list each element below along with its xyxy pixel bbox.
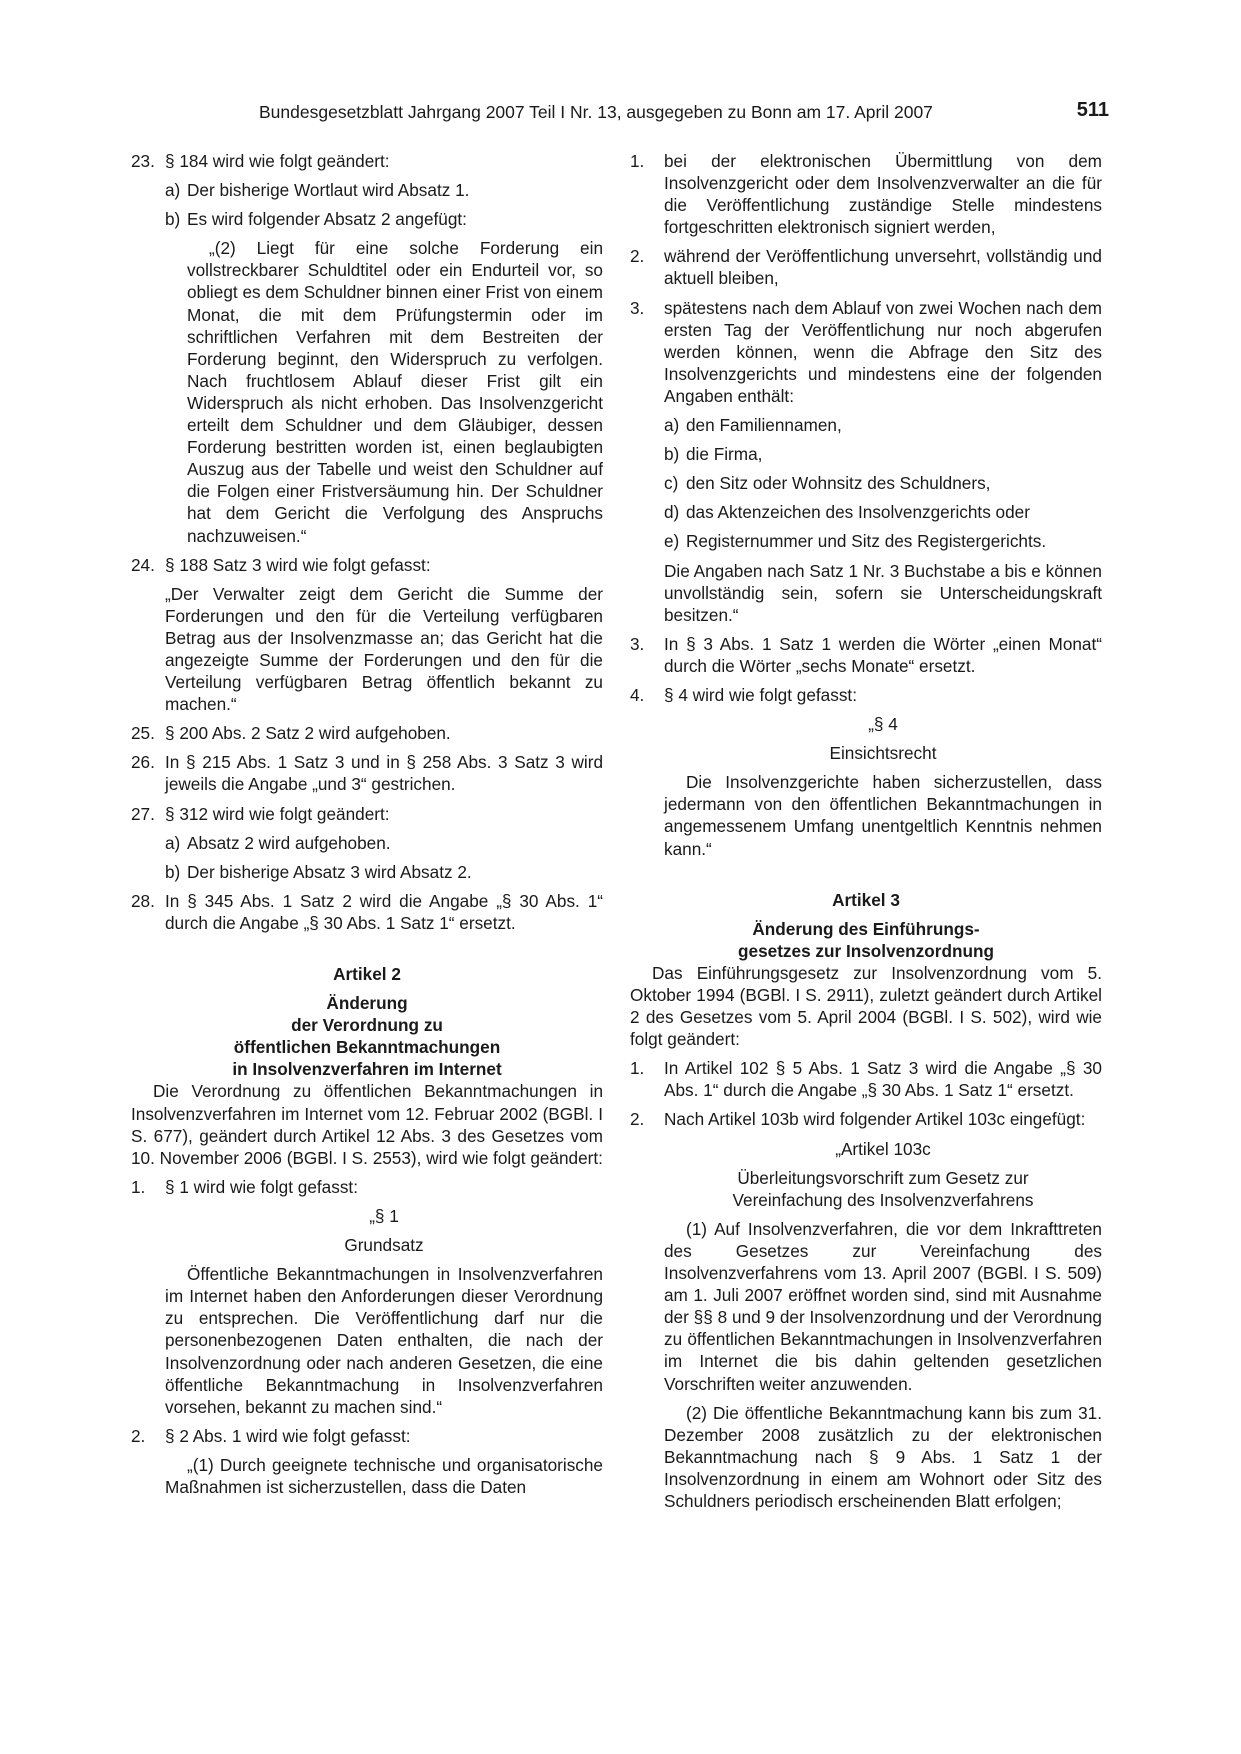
item-number: 26. (131, 752, 155, 773)
item-text: § 200 Abs. 2 Satz 2 wird aufgehoben. (165, 723, 451, 744)
art2-item-2 (131, 1425, 603, 1447)
section-title: Grundsatz (344, 1235, 424, 1256)
sub-item-d (664, 501, 1102, 523)
section-title: Einsichtsrecht (829, 743, 937, 764)
section-text: Öffentliche Bekanntmachungen in Insolvenzverfahren im Internet haben den Anforderungen dieser Verordnung zu entsprechen. Die Veröffentlichung darf nur die personenbezogenen Daten enthalten, die nach der Insolvenzordnung oder nach anderen Gesetzen, die eine öffentliche Bekanntmachung in Insolvenzverfahren vorsehen, bekannt zu machen sind.“ (165, 1264, 603, 1417)
title-line: Vereinfachung des Insolvenzverfahrens (732, 1189, 1034, 1210)
sub-letter: b) (165, 209, 181, 230)
section-title (664, 1167, 1102, 1211)
item-text: § 2 Abs. 1 wird wie folgt gefasst: (165, 1425, 411, 1446)
section-heading: „Artikel 103c (835, 1138, 931, 1159)
sub-text: Registernummer und Sitz des Registergerichts. (686, 531, 1047, 552)
sub-text: Es wird folgender Absatz 2 angefügt: (187, 209, 467, 230)
sub-text: den Familiennamen, (686, 415, 842, 436)
title-line: Änderung des Einführungs- (752, 918, 980, 939)
right-item-3 (630, 297, 1102, 407)
item-number: 25. (131, 723, 155, 744)
page-header (259, 99, 1109, 127)
article-3-intro: Das Einführungsgesetz zur Insolvenzordnung vom 5. Oktober 1994 (BGBl. I S. 2911), zuletzt geändert durch Artikel 2 des Gesetzes vom 5. April 2004 (BGBl. I S. 502), wird wie folgt geändert: (630, 962, 1102, 1050)
item-3-after-text: Die Angaben nach Satz 1 Nr. 3 Buchstabe a bis e können unvollständig sein, sofern sie Unterscheidungskraft besitzen.“ (664, 560, 1102, 625)
right-column (630, 150, 1102, 1519)
article-2-title (131, 992, 603, 1080)
sub-item-a (664, 414, 1102, 436)
sub-item-23a (165, 179, 603, 201)
item-text: § 184 wird wie folgt geändert: (165, 151, 390, 171)
sub-letter: d) (664, 502, 680, 523)
sub-text: den Sitz oder Wohnsitz des Schuldners, (686, 473, 991, 494)
list-item-26 (131, 751, 603, 795)
item-number: 27. (131, 803, 155, 824)
article-2-intro: Die Verordnung zu öffentlichen Bekanntmachungen in Insolvenzverfahren im Internet vom 12. Februar 2002 (BGBl. I S. 677), geändert durch Artikel 12 Abs. 3 des Gesetzes vom 10. November 2006 (BGBl. I S. 2553), wird wie folgt geändert: (131, 1081, 603, 1168)
sub-letter: b) (664, 444, 680, 465)
item-text: Nach Artikel 103b wird folgender Artikel 103c eingefügt: (664, 1109, 1086, 1130)
item-text: In § 345 Abs. 1 Satz 2 wird die Angabe „§ 30 Abs. 1“ durch die Angabe „§ 30 Abs. 1 Satz 1“ ersetzt. (165, 890, 603, 933)
section-heading: „§ 4 (868, 714, 898, 735)
item-text: § 188 Satz 3 wird wie folgt gefasst: (165, 554, 431, 575)
item-number: 1. (630, 151, 645, 171)
list-item-27 (131, 803, 603, 825)
title-line: gesetzes zur Insolvenzordnung (738, 940, 994, 961)
sub-item-c (664, 472, 1102, 494)
quote-184-abs2: „(2) Liegt für eine solche Forderung ein vollstreckbarer Schuldtitel oder ein Endurteil vor, so obliegt es dem Schuldner binnen einer Frist von einem Monat, die mit dem Prüfungstermin oder im schriftlichen Verfahren mit dem Bestreiten der Forderung beginnt, den Widerspruch zu verfolgen. Nach fruchtlosem Ablauf dieser Frist gilt ein Widerspruch als nicht erhoben. Das Insolvenzgericht erteilt dem Schuldner und dem Gläubiger, dessen Forderung bestritten worden ist, einen beglaubigten Auszug aus der Tabelle und weist den Schuldner auf die Folgen einer Fristversäumung hin. Der Schuldner hat dem Gericht die Verfolgung des Anspruchs nachzuweisen.“ (187, 238, 603, 546)
sub-letter: a) (165, 180, 181, 201)
paragraph-1: (1) Auf Insolvenzverfahren, die vor dem Inkrafttreten des Gesetzes zur Vereinfachung des Insolvenzverfahrens vom 13. April 2007 (BGBl. I S. 509) am 1. Juli 2007 eröffnet worden sind, sind mit Ausnahme der §§ 8 und 9 der Insolvenzordnung und der Verordnung zu öffentlichen Bekanntmachungen in Insolvenzverfahren im Internet die bis dahin geltenden gesetzlichen Vorschriften weiter anzuwenden. (664, 1218, 1102, 1394)
title-line: Änderung (326, 993, 408, 1014)
item-number: 1. (131, 1176, 146, 1197)
item-number: 2. (131, 1425, 146, 1446)
title-line: der Verordnung zu (291, 1015, 443, 1036)
item-number: 3. (630, 297, 645, 318)
item-text: § 4 wird wie folgt gefasst: (664, 684, 857, 705)
item-number: 4. (630, 684, 645, 705)
sub-text: die Firma, (686, 444, 763, 465)
item-text: In Artikel 102 § 5 Abs. 1 Satz 3 wird die Angabe „§ 30 Abs. 1“ durch die Angabe „§ 30 Abs. 1 Satz 1“ ersetzt. (664, 1058, 1102, 1101)
article-3-label: Artikel 3 (832, 889, 900, 910)
item-number: 28. (131, 890, 155, 911)
quote-188: „Der Verwalter zeigt dem Gericht die Summe der Forderungen und den für die Verteilung verfügbaren Betrag aus der Insolvenzmasse an; das Gericht hat die angezeigte Summe der Forderungen und den für die Verteilung verfügbaren Betrag öffentlich bekannt zu machen.“ (165, 583, 603, 715)
art2-item-1 (131, 1176, 603, 1198)
header-title: Bundesgesetzblatt Jahrgang 2007 Teil I Nr. 13, ausgegeben zu Bonn am 17. April 2007 (259, 102, 933, 122)
item-number: 2. (630, 1109, 645, 1130)
item-text: bei der elektronischen Übermittlung von dem Insolvenzgericht oder dem Insolvenzverwalter an die für die Veröffentlichung zuständige Stelle mindestens fortgeschritten elektronisch signiert werden, (664, 151, 1102, 238)
item-number: 3. (630, 633, 645, 654)
title-line: öffentlichen Bekanntmachungen (233, 1037, 501, 1058)
right-item-1 (630, 150, 1102, 238)
art3-item-1 (630, 1057, 1102, 1101)
quote-2-abs1: „(1) Durch geeignete technische und organisatorische Maßnahmen ist sicherzustellen, dass die Daten (165, 1454, 603, 1497)
sub-text: Der bisherige Absatz 3 wird Absatz 2. (187, 861, 472, 882)
sub-text: Der bisherige Wortlaut wird Absatz 1. (187, 180, 470, 201)
item-text: § 1 wird wie folgt gefasst: (165, 1176, 358, 1197)
article-2-label: Artikel 2 (333, 964, 401, 984)
right-item-3b (630, 633, 1102, 677)
sub-letter: b) (165, 861, 181, 882)
item-text: In § 3 Abs. 1 Satz 1 werden die Wörter „einen Monat“ durch die Wörter „sechs Monate“ ersetzt. (664, 633, 1102, 676)
list-item-23 (131, 150, 603, 172)
sub-item-e (664, 530, 1102, 552)
art3-item-2 (630, 1108, 1102, 1130)
sub-text: das Aktenzeichen des Insolvenzgerichts oder (686, 502, 1030, 523)
list-item-28 (131, 890, 603, 934)
sub-item-27b (165, 861, 603, 883)
sub-letter: a) (165, 832, 181, 853)
right-item-2 (630, 245, 1102, 289)
item-text: während der Veröffentlichung unversehrt, vollständig und aktuell bleiben, (664, 246, 1102, 289)
sub-item-23b (165, 208, 603, 230)
list-item-25 (131, 722, 603, 744)
sub-text: Absatz 2 wird aufgehoben. (187, 832, 391, 853)
item-text: In § 215 Abs. 1 Satz 3 und in § 258 Abs. 3 Satz 3 wird jeweils die Angabe „und 3“ gestrichen. (165, 752, 603, 795)
item-number: 23. (131, 151, 155, 171)
item-number: 24. (131, 554, 155, 575)
page-number: 511 (1076, 99, 1109, 121)
item-text: spätestens nach dem Ablauf von zwei Wochen nach dem ersten Tag der Veröffentlichung nur noch abgerufen werden können, wenn die Abfrage den Sitz des Insolvenzgerichts und mindestens eine der folgenden Angaben enthält: (664, 297, 1102, 406)
sub-letter: a) (664, 415, 680, 436)
item-number: 1. (630, 1058, 645, 1079)
right-item-4 (630, 684, 1102, 706)
item-text: § 312 wird wie folgt geändert: (165, 803, 390, 824)
paragraph-2: (2) Die öffentliche Bekanntmachung kann bis zum 31. Dezember 2008 zusätzlich zu der elektronischen Bekanntmachung nach § 9 Abs. 1 Satz 1 der Insolvenzordnung in einem am Wohnort oder Sitz des Schuldners periodisch erscheinenden Blatt erfolgen; (664, 1402, 1102, 1511)
sub-item-b (664, 443, 1102, 465)
section-heading: „§ 1 (369, 1205, 399, 1226)
sub-letter: e) (664, 531, 680, 552)
section-text: Die Insolvenzgerichte haben sicherzustellen, dass jedermann von den öffentlichen Bekanntmachungen in angemessenem Umfang unentgeltlich Kenntnis nehmen kann.“ (664, 772, 1102, 859)
sub-item-27a (165, 832, 603, 854)
sub-letter: c) (664, 473, 679, 494)
list-item-24 (131, 554, 603, 576)
title-line: in Insolvenzverfahren im Internet (232, 1059, 502, 1080)
title-line: Überleitungsvorschrift zum Gesetz zur (737, 1167, 1029, 1188)
left-column (131, 150, 603, 1505)
item-number: 2. (630, 246, 645, 267)
article-3-title (630, 918, 1102, 962)
